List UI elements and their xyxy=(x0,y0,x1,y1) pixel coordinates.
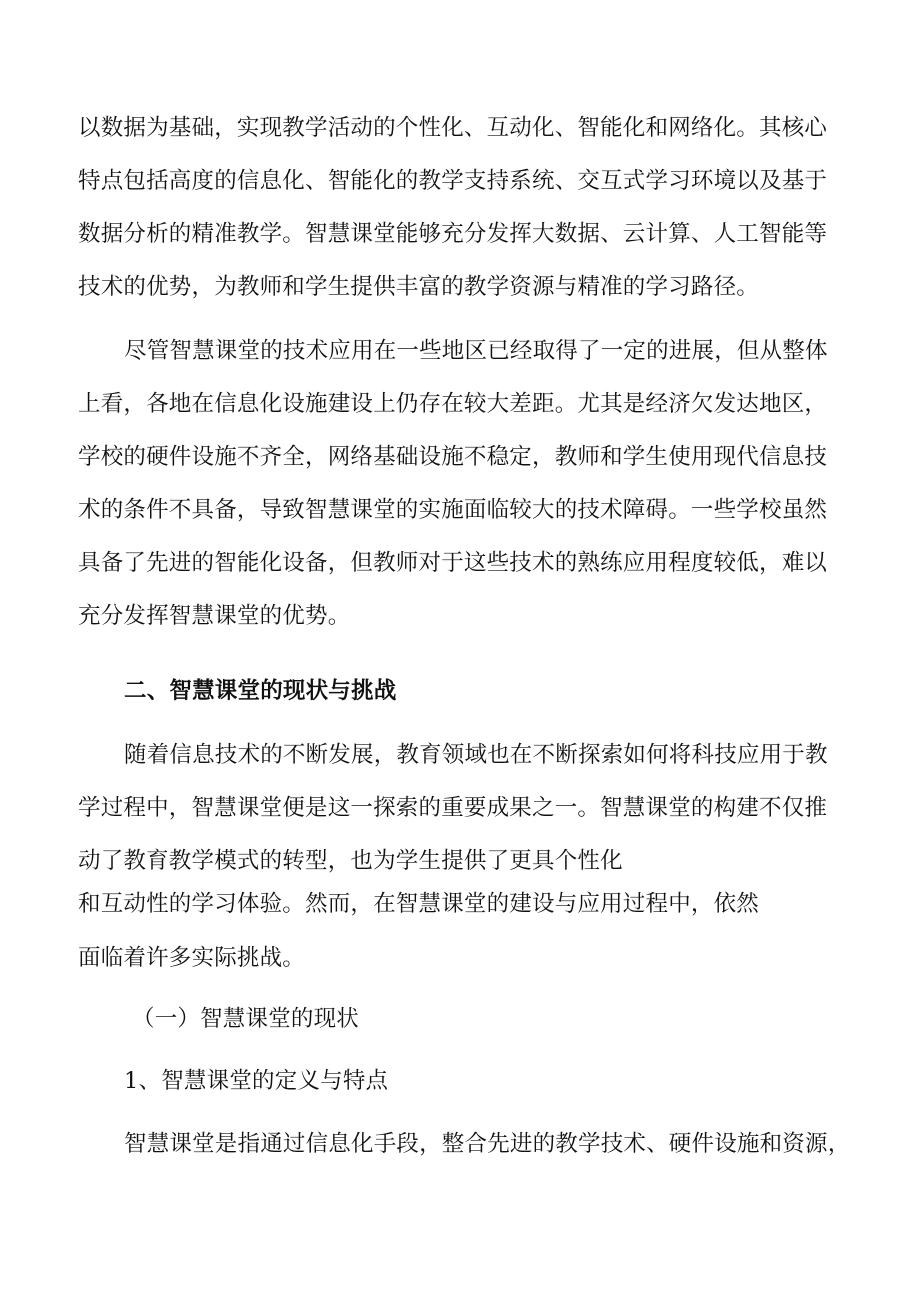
paragraph-line: 以数据为基础，实现教学活动的个性化、互动化、智能化和网络化。其核心 xyxy=(78,115,828,141)
paragraph-line: 尽管智慧课堂的技术应用在一些地区已经取得了一定的进展，但从整体 xyxy=(124,338,828,364)
paragraph-line: 充分发挥智慧课堂的优势。 xyxy=(78,603,351,629)
paragraph-line: 和互动性的学习体验。然而，在智慧课堂的建设与应用过程中，依然 xyxy=(78,891,760,917)
paragraph-line: 术的条件不具备，导致智慧课堂的实施面临较大的技术障碍。一些学校虽然 xyxy=(78,497,828,523)
paragraph-line: 学校的硬件设施不齐全，网络基础设施不稳定，教师和学生使用现代信息技 xyxy=(78,444,828,470)
paragraph-line: 动了教育教学模式的转型，也为学生提供了更具个性化 xyxy=(78,848,623,874)
paragraph-line: 随着信息技术的不断发展，教育领域也在不断探索如何将科技应用于教 xyxy=(124,742,828,768)
paragraph-line: 特点包括高度的信息化、智能化的教学支持系统、交互式学习环境以及基于 xyxy=(78,168,828,194)
subheading-current-status: （一）智慧课堂的现状 xyxy=(132,1006,360,1032)
paragraph-line: 上看，各地在信息化设施建设上仍存在较大差距。尤其是经济欠发达地区， xyxy=(78,391,828,417)
paragraph-line: 学过程中，智慧课堂便是这一探索的重要成果之一。智慧课堂的构建不仅推 xyxy=(78,795,828,821)
paragraph-line: 智慧课堂是指通过信息化手段，整合先进的教学技术、硬件设施和资源， xyxy=(124,1131,851,1157)
paragraph-line: 技术的优势，为教师和学生提供丰富的教学资源与精准的学习路径。 xyxy=(78,274,760,300)
paragraph-line: 数据分析的精准教学。智慧课堂能够充分发挥大数据、云计算、人工智能等 xyxy=(78,221,828,247)
paragraph-line: 面临着许多实际挑战。 xyxy=(78,945,306,971)
paragraph-line: 具备了先进的智能化设备，但教师对于这些技术的熟练应用程度较低，难以 xyxy=(78,550,828,576)
subheading-definition: 1、智慧课堂的定义与特点 xyxy=(124,1068,389,1094)
section-heading: 二、智慧课堂的现状与挑战 xyxy=(124,678,397,704)
